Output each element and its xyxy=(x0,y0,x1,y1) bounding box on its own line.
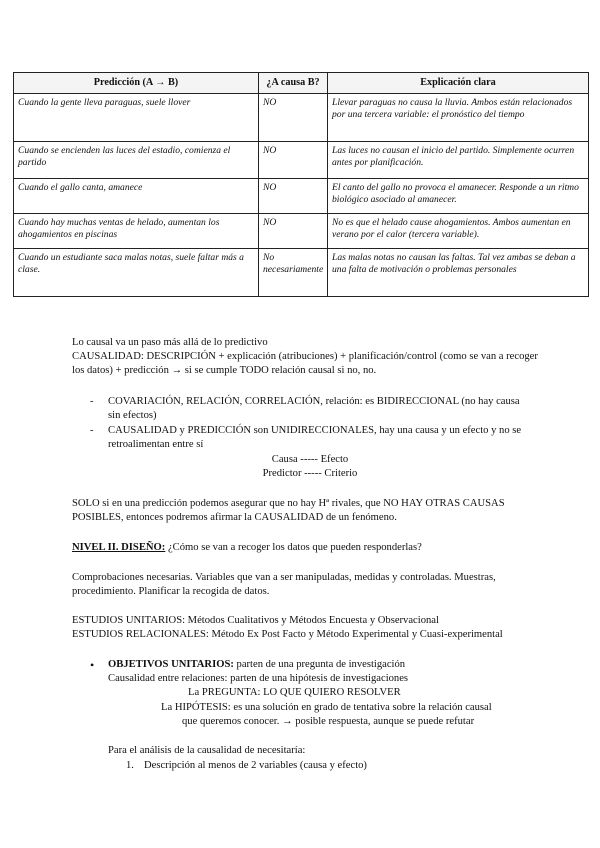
table-row xyxy=(14,142,589,179)
bullet-mark: • xyxy=(90,658,95,672)
list-dash: - xyxy=(90,425,94,436)
estudios-unitarios: ESTUDIOS UNITARIOS: Métodos Cualitativos y Métodos Encuesta y Observacional xyxy=(72,615,439,626)
solo-text-b: NO HAY OTRAS CAUSAS POSIBLES xyxy=(72,498,505,523)
causa-efecto: Causa ----- Efecto xyxy=(271,454,349,465)
nivel-label: NIVEL II. DISEÑO: xyxy=(72,542,166,553)
header-prediction: Predicción (A → B) xyxy=(14,73,259,94)
header-explanation: Explicación clara xyxy=(328,73,589,94)
objetivos-label: OBJETIVOS UNITARIOS: xyxy=(108,659,234,670)
list-item-covariacion: COVARIACIÓN, RELACIÓN, CORRELACIÓN, relación: es BIDIRECCIONAL (no hay causa sin efectos) xyxy=(108,396,520,421)
predictor-criterio: Predictor ----- Criterio xyxy=(262,468,358,479)
comprobaciones-paragraph: Comprobaciones necesarias. Variables que van a ser manipuladas, medidas y controladas. Muestras, procedimiento. Planificar la recogida de datos. xyxy=(72,572,496,597)
table-row xyxy=(14,249,589,297)
solo-paragraph xyxy=(72,497,542,525)
table-row xyxy=(14,214,589,249)
cell-prediction: Cuando el gallo canta, amanece xyxy=(14,179,259,214)
cell-prediction: Cuando un estudiante saca malas notas, suele faltar más a clase. xyxy=(14,249,259,297)
cell-prediction: Cuando se encienden las luces del estadio, comienza el partido xyxy=(14,142,259,179)
causalidad-relaciones: Causalidad entre relaciones: parten de una hipótesis de investigaciones xyxy=(108,673,409,684)
cell-explanation: El canto del gallo no provoca el amanecer. Responde a un ritmo biológico asociado al amanecer. xyxy=(328,179,589,214)
solo-text-d: CAUSALIDAD xyxy=(254,512,324,523)
objetivos-unitarios xyxy=(108,658,405,672)
table-row xyxy=(14,94,589,142)
intro-line: Lo causal va un paso más allá de lo predictivo xyxy=(72,337,268,348)
cell-explanation: Llevar paraguas no causa la lluvia. Ambos están relacionados por una tercera variable: el pronóstico del tiempo xyxy=(328,94,589,142)
cell-causes: NO xyxy=(259,94,328,142)
solo-text-c: , entonces podremos afirmar la xyxy=(120,512,255,523)
cell-prediction: Cuando la gente lleva paraguas, suele llover xyxy=(14,94,259,142)
cell-explanation: No es que el helado cause ahogamientos. Ambos aumentan en verano por el calor (tercera variable). xyxy=(328,214,589,249)
estudios-relacionales: ESTUDIOS RELACIONALES: Método Ex Post Facto y Método Experimental y Cuasi-experimental xyxy=(72,629,503,640)
header-causes: ¿A causa B? xyxy=(259,73,328,94)
la-pregunta: La PREGUNTA: LO QUE QUIERO RESOLVER xyxy=(188,687,401,698)
la-hipotesis-cont: que queremos conocer. → posible respuesta, aunque se puede refutar xyxy=(182,716,475,727)
cell-explanation: Las luces no causan el inicio del partido. Simplemente ocurren antes por planificación. xyxy=(328,142,589,179)
analisis-item-1: Descripción al menos de 2 variables (causa y efecto) xyxy=(144,760,367,771)
cell-causes: NO xyxy=(259,214,328,249)
nivel-question: ¿Cómo se van a recoger los datos que pueden responderlas? xyxy=(165,542,422,553)
solo-text-e: de un fenómeno. xyxy=(323,512,397,523)
cell-causes: NO xyxy=(259,142,328,179)
table-header-row xyxy=(14,73,589,94)
cell-causes: NO xyxy=(259,179,328,214)
cell-causes: No necesariamente xyxy=(259,249,328,297)
table-row xyxy=(14,179,589,214)
nivel-heading xyxy=(72,541,422,555)
list-number: 1. xyxy=(126,760,134,771)
objetivos-text: parten de una pregunta de investigación xyxy=(233,659,406,670)
analisis-intro: Para el análisis de la causalidad de necesitaría: xyxy=(108,745,306,756)
causalidad-definition: CAUSALIDAD: DESCRIPCIÓN + explicación (atribuciones) + planificación/control (como se van a recoger los datos) + predicción → si se cumple TODO relación causal si no, no. xyxy=(72,351,538,376)
list-item-causalidad: CAUSALIDAD y PREDICCIÓN son UNIDIRECCIONALES, hay una causa y un efecto y no se retroalimentan entre sí xyxy=(108,425,522,450)
cell-prediction: Cuando hay muchas ventas de helado, aumentan los ahogamientos en piscinas xyxy=(14,214,259,249)
list-dash: - xyxy=(90,396,94,407)
prediction-table xyxy=(13,72,589,297)
la-hipotesis: La HIPÓTESIS: es una solución en grado de tentativa sobre la relación causal xyxy=(161,702,492,713)
cell-explanation: Las malas notas no causan las faltas. Tal vez ambas se deban a una falta de motivación o problemas personales xyxy=(328,249,589,297)
solo-text-a: SOLO si en una predicción podemos asegurar que no hay Hª rivales, que xyxy=(72,498,384,509)
